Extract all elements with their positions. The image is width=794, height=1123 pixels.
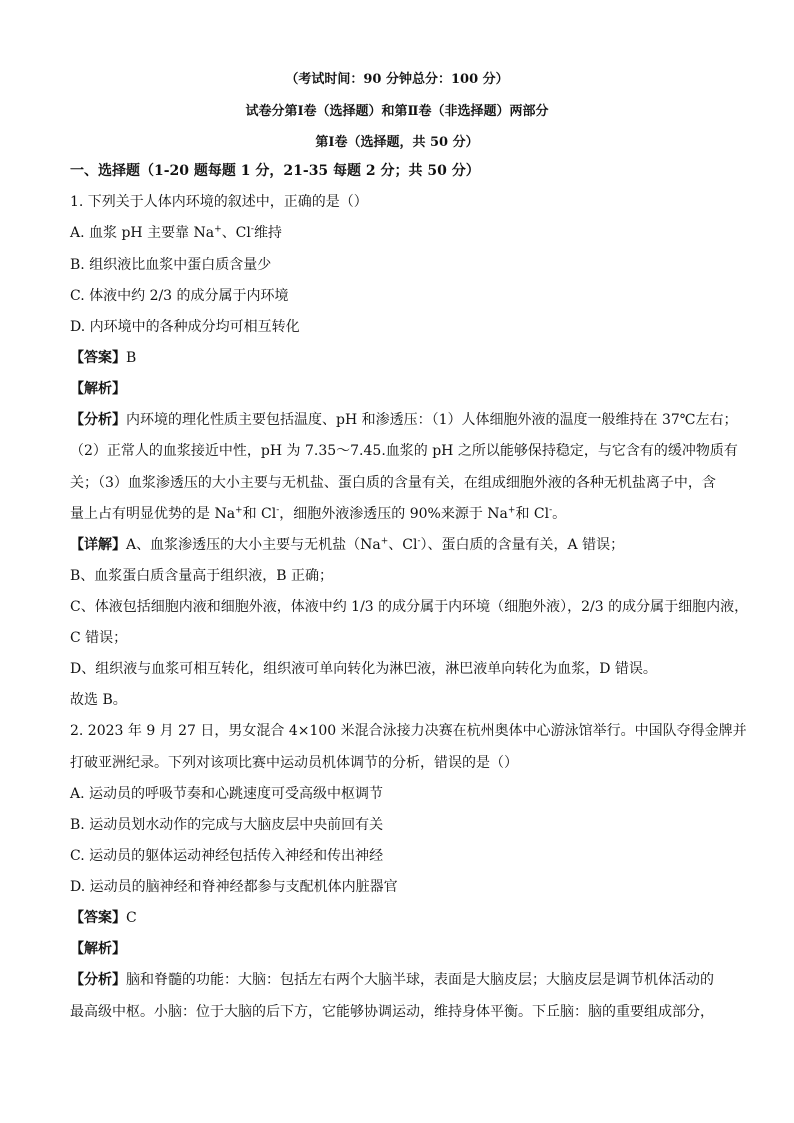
xiangjie-text: 、Cl	[388, 537, 418, 553]
xiangjie-text: ）、蛋白质的含量有关，A 错误；	[420, 537, 625, 553]
q1-option-a	[70, 224, 726, 242]
q1-xiangjie-line-2: B、血浆蛋白质含量高于组织液，B 正确；	[70, 568, 334, 584]
q1-answer	[70, 349, 726, 367]
fenxi-text: 量上占有明显优势的是 Na	[70, 506, 236, 522]
q1-option-a-text: 、Cl	[221, 225, 251, 241]
q1-fenxi-line-3: 关；（3）血浆渗透压的大小主要与无机盐、蛋白质的含量有关，在组成细胞外液的各种无机盐离子中，含	[70, 475, 716, 491]
exam-info: （考试时间：90 分钟总分：100 分）	[285, 72, 509, 87]
q1-fenxi-line-2: （2）正常人的血浆接近中性，pH 为 7.35～7.45.血浆的 pH 之所以能够保持稳定，与它含有的缓冲物质有	[70, 443, 738, 459]
q1-xiangjie-line-3: C、体液包括细胞内液和细胞外液，体液中约 1/3 的成分属于内环境（细胞外液），2/3 的成分属于细胞内液，	[70, 599, 749, 615]
section1-title: 一、选择题（1-20 题每题 1 分，21-35 每题 2 分；共 50 分）	[70, 163, 480, 179]
superscript: -	[250, 224, 254, 235]
superscript: +	[507, 505, 516, 516]
q2-option-d: D. 运动员的脑神经和脊神经都参与支配机体内脏器官	[70, 879, 398, 895]
q2-fenxi-line-2: 最高级中枢。小脑：位于大脑的后下方，它能够协调运动，维持身体平衡。下丘脑：脑的重要组成部分，	[70, 1004, 714, 1020]
q1-stem: 1. 下列关于人体内环境的叙述中，正确的是（）	[70, 194, 368, 210]
q2-stem-line-1: 2. 2023 年 9 月 27 日，男女混合 4×100 米混合泳接力决赛在杭州奥体中心游泳馆举行。中国队夺得金牌并	[70, 723, 747, 739]
q1-fenxi-line-4	[70, 505, 726, 523]
q2-answer	[70, 909, 726, 927]
part1-title: 第Ⅰ卷（选择题，共 50 分）	[315, 135, 479, 150]
fenxi-text: 脑和脊髓的功能：大脑：包括左右两个大脑半球，表面是大脑皮层；大脑皮层是调节机体活动的	[126, 972, 714, 988]
superscript: -	[276, 505, 280, 516]
answer-value: B	[126, 350, 137, 366]
q1-conclusion: 故选 B。	[70, 692, 127, 708]
answer-tag: 【答案】	[70, 350, 126, 366]
q1-xiangjie-line-4: C 错误；	[70, 630, 128, 646]
q1-xiangjie-line-5: D、组织液与血浆可相互转化，组织液可单向转化为淋巴液，淋巴液单向转化为血浆，D 错误。	[70, 661, 657, 677]
fenxi-tag: 【分析】	[70, 412, 126, 428]
q1-option-a-text: 维持	[253, 225, 282, 241]
xiangjie-text: A、血浆渗透压的大小主要与无机盐（Na	[126, 537, 381, 553]
q2-stem-line-2: 打破亚洲纪录。下列对该项比赛中运动员机体调节的分析，错误的是（）	[70, 755, 518, 771]
fenxi-text: ，细胞外液渗透压的 90%来源于 Na	[279, 506, 508, 522]
q1-fenxi-line-1	[70, 411, 738, 429]
q2-option-b: B. 运动员划水动作的完成与大脑皮层中央前回有关	[70, 817, 384, 833]
q2-option-c: C. 运动员的躯体运动神经包括传入神经和传出神经	[70, 848, 384, 864]
paper-structure: 试卷分第Ⅰ卷（选择题）和第Ⅱ卷（非选择题）两部分	[245, 104, 549, 119]
q2-fenxi-line-1	[70, 971, 726, 989]
fenxi-text: 。	[552, 506, 567, 522]
answer-tag: 【答案】	[70, 910, 126, 926]
superscript: +	[235, 505, 243, 516]
fenxi-text: 和 Cl	[242, 506, 277, 522]
q1-xiangjie-line-1	[70, 536, 726, 554]
q1-analysis-tag: 【解析】	[70, 381, 126, 397]
q2-analysis-tag: 【解析】	[70, 941, 126, 957]
answer-value: C	[126, 910, 137, 926]
superscript: -	[549, 505, 553, 516]
fenxi-tag: 【分析】	[70, 972, 126, 988]
fenxi-text: 和 Cl	[515, 506, 550, 522]
q1-option-c: C. 体液中约 2/3 的成分属于内环境	[70, 288, 289, 304]
superscript: -	[417, 536, 421, 547]
q1-option-d: D. 内环境中的各种成分均可相互转化	[70, 319, 300, 335]
q1-option-b: B. 组织液比血浆中蛋白质含量少	[70, 257, 272, 273]
q2-option-a: A. 运动员的呼吸节奏和心跳速度可受高级中枢调节	[70, 786, 384, 802]
q1-option-a-text: A. 血浆 pH 主要靠 Na	[70, 225, 215, 241]
superscript: +	[214, 224, 222, 235]
fenxi-text: 内环境的理化性质主要包括温度、pH 和渗透压：（1）人体细胞外液的温度一般维持在 37℃左右；	[126, 412, 738, 428]
xiangjie-tag: 【详解】	[70, 537, 126, 553]
superscript: +	[380, 536, 389, 547]
